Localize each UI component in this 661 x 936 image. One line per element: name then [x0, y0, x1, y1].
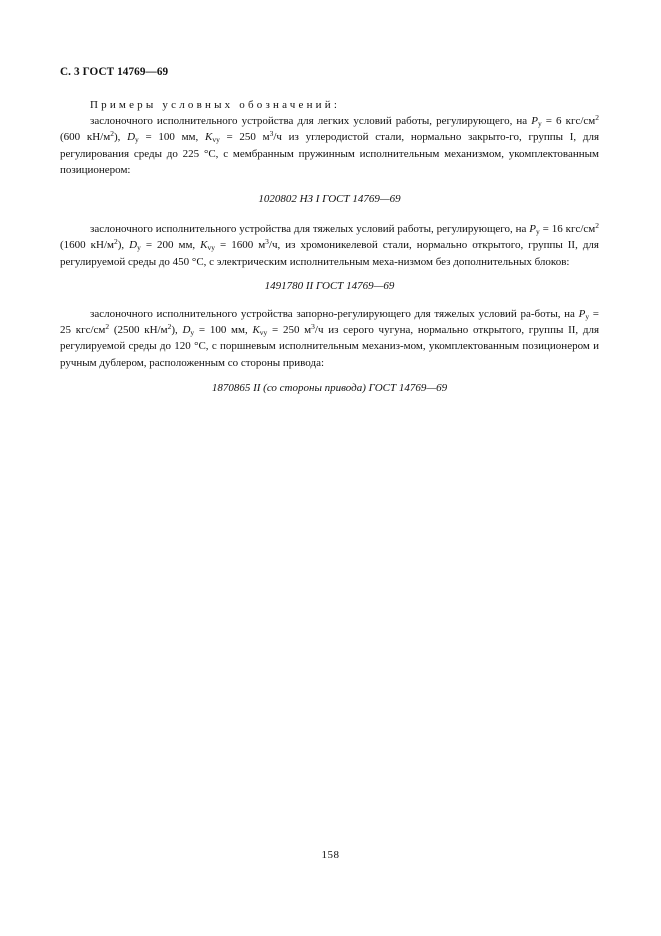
document-body [60, 97, 599, 402]
designation-3: 1870865 II (со стороны привода) ГОСТ 14769—69 [211, 381, 448, 394]
example-paragraph-2: заслоночного исполнительного устройства для тяжелых условий работы, регулирующего, на $P_у = 16$ кгс/$см^2$ (1600 $кН/м^2$), $D_у = 200$ мм, $K_{vу} = 1600$ $м^3/ч$, из хромоникелевой стали, нормально открытого, группы II, для регулируемой среды до 450 °С, с электрическим исполнительным меха-низмом без дополнительных блоков: [60, 221, 599, 268]
designation-1: 1020802 НЗ I ГОСТ 14769—69 [258, 193, 401, 206]
example-paragraph-3: заслоночного исполнительного устройства запорно-регулирующего для тяжелых условий ра-боты, на $P_у = 25$ кгс/$см^2$ (2500 $кН/м^2$), $D_у = 100$ мм, $K_{vу} = 250$ $м^3/ч$ из серого чугуна, нормально открытого, группы II, для регулируемой среды до 120 °С, с поршневым исполнительным механиз-мом, укомплектованным позиционером и ручным дублером, расположенным со стороны привода: [60, 308, 600, 369]
page-header: С. 3 ГОСТ 14769—69 [60, 66, 169, 78]
section-title: Примеры условных обозначений: [90, 99, 341, 111]
example-paragraph-1: заслоночного исполнительного устройства для легких условий работы, регулирующего, на $P_у = 6$ кгс/$см^2$ (600 $кН/м^2$), $D_у = 100$ мм, $K_{vу} = 250$ $м^3/ч$ из углеродистой стали, нормально закрыто-го, группы I, для регулирования среды до 225 °С, с мембранным пружинным исполнительным механизмом, укомплектованным позиционером: [60, 113, 599, 176]
designation-2: 1491780 II ГОСТ 14769—69 [264, 279, 395, 292]
page-number: 158 [321, 849, 340, 861]
